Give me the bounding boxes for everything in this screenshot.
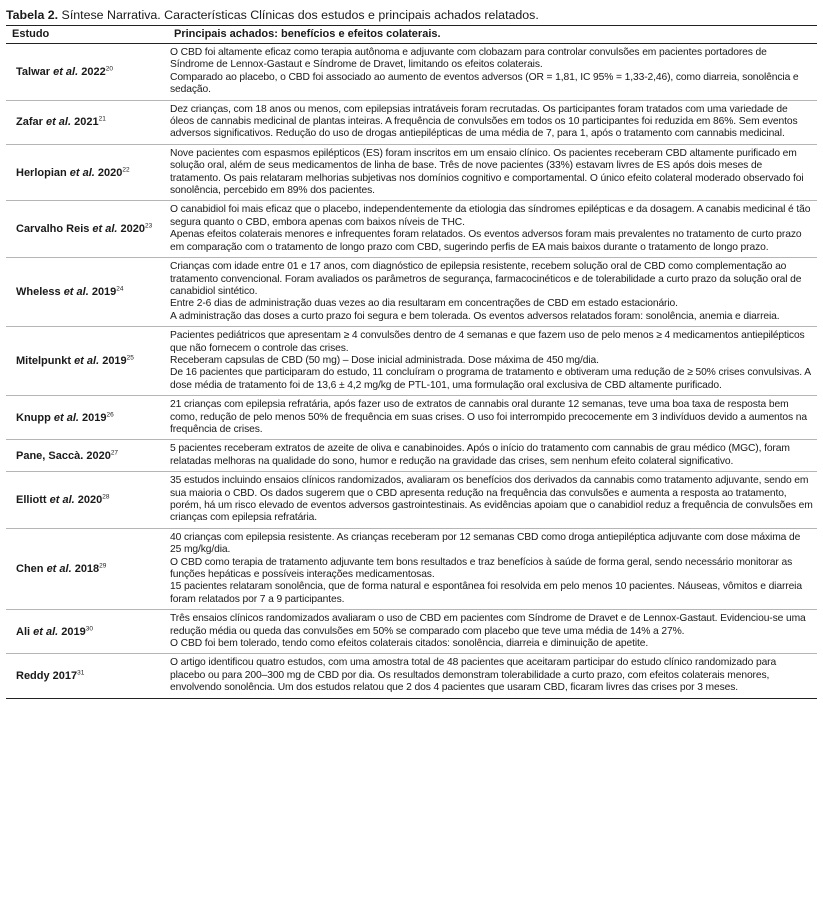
findings-cell	[168, 654, 817, 698]
table-header-row	[6, 26, 817, 44]
findings-paragraph: Três ensaios clínicos randomizados avaliaram o uso de CBD em pacientes com Síndrome de Dravet e de Lennox-Gastaut. Evidenciou-se uma redução média ou queda das convulsões em 50% se comparado com placebo que teve uma média de 14% a 27%.	[170, 613, 806, 637]
findings-paragraph: Receberam capsulas de CBD (50 mg) – Dose inicial administrada. Dose máxima de 450 mg/dia.	[170, 354, 599, 366]
findings-cell	[168, 528, 817, 609]
table-row	[6, 327, 817, 396]
study-cell	[6, 201, 168, 258]
study-reference: 31	[77, 669, 85, 677]
study-year: 2022	[78, 65, 106, 78]
findings-paragraph: 35 estudos incluindo ensaios clínicos randomizados, avaliaram os benefícios dos derivados da cannabis como tratamento adjuvante, sendo em sua maioria o CBD. Os dados sugerem que o CBD apresenta redução na frequência das convulsões e aumenta a resposta ao tratamento, porém, há um risco elevado de eventos adversos gastrointestinais. As evidências apoiam que o canabidiol reduz a frequência de convulsões em crianças com epilepsia refratária.	[170, 475, 813, 524]
findings-cell	[168, 144, 817, 201]
table-row	[6, 100, 817, 144]
study-reference: 27	[110, 449, 119, 457]
study-author: Talwar	[16, 65, 54, 78]
study-etal: et al.	[74, 355, 100, 368]
findings-paragraph: O CBD foi bem tolerado, tendo como efeitos colaterais citados: sonolência, diarreia e diminuição de apetite.	[170, 638, 649, 650]
study-year: 2019	[58, 625, 86, 638]
study-year: 2020	[74, 494, 103, 506]
table-row	[6, 440, 817, 472]
study-cell	[6, 100, 168, 144]
findings-paragraph: Nove pacientes com espasmos epilépticos (ES) foram inscritos em um ensaio clínico. Os pacientes receberam CBD altamente purificado em solução oral, além de seus medicamentos de linha de base. Três de nove pacientes (33%) estavam livres de ES após dois meses de tratamento. Os pais relataram melhorias subjetivas nos domínios cognitivo e comportamental. O único efeito colateral moderado observado foi sonolência, percebido em 89% dos pacientes.	[170, 147, 804, 197]
study-author: Elliott	[16, 494, 50, 506]
study-cell	[6, 654, 168, 698]
study-etal: et al.	[46, 563, 72, 576]
study-author: Reddy	[16, 670, 50, 683]
findings-paragraph: Pacientes pediátricos que apresentam ≥ 4 convulsões dentro de 4 semanas e que fazem uso de pelo menos ≥ 4 medicamentos antiepilépticos que não fornecem o controle das crises.	[170, 330, 805, 354]
findings-paragraph: Comparado ao placebo, o CBD foi associado ao aumento de eventos adversos (OR = 1,81, IC 95% = 1,33-2,46), como diarreia, sonolência e sedação.	[170, 71, 799, 96]
study-cell	[6, 258, 168, 327]
findings-cell	[168, 472, 817, 529]
findings-paragraph: O canabidiol foi mais eficaz que o placebo, independentemente da etiologia das síndromes epilépticas e da dosagem. A canabis medicinal é tão segura quanto o CBD, embora apenas com baixos níveis de THC.	[170, 204, 811, 228]
study-year: 2019	[99, 355, 127, 368]
study-year: 2019	[78, 411, 107, 424]
findings-paragraph: O CBD foi altamente eficaz como terapia autônoma e adjuvante com clobazam para controlar convulsões em pacientes portadores de Síndrome de Lennox-Gastaut e Síndrome de Dravet, limitando os efeitos colaterais.	[170, 47, 767, 71]
header-findings: Principais achados: benefícios e efeitos colaterais.	[168, 26, 817, 44]
study-author: Wheless	[16, 286, 64, 299]
document-page	[6, 0, 817, 699]
table-row	[6, 528, 817, 609]
study-author: Pane, Saccà.	[16, 449, 84, 462]
study-cell	[6, 528, 168, 609]
table-row	[6, 201, 817, 258]
table-caption	[6, 8, 817, 22]
study-year: 2020	[117, 223, 146, 236]
table-body	[6, 44, 817, 699]
study-year: 2020	[83, 449, 111, 462]
findings-cell	[168, 258, 817, 327]
table-row	[6, 396, 817, 440]
study-etal: et al.	[33, 625, 59, 638]
study-author: Chen	[16, 563, 47, 576]
findings-paragraph: De 16 pacientes que participaram do estudo, 11 concluíram o programa de tratamento e obtiveram uma redução de ≥ 50% crises convulsivas. A dose média de tratamento foi de 13,6 ± 4,2 mg/kg de PTL-101, uma formulação oral exclusiva de CBD altamente purificado.	[170, 367, 811, 391]
findings-paragraph: 21 crianças com epilepsia refratária, após fazer uso de extratos de cannabis oral durante 12 semanas, teve uma boa taxa de resposta bem como, redução de pelo menos 50% de frequência em suas crises. O uso foi interrompido precocemente em 3 indivíduos devido a aumentos na frequência de crises.	[170, 399, 807, 435]
study-cell	[6, 327, 168, 396]
table-row	[6, 144, 817, 201]
findings-cell	[168, 610, 817, 654]
findings-paragraph: Crianças com idade entre 01 e 17 anos, com diagnóstico de epilepsia resistente, recebem solução oral de CBD como complementação ao tratamento convencional. Foram avaliados os parâmetros de segurança, farmacocinéticos e de tolerabilidade a curto prazo da solução oral de canabidiol sintético.	[170, 261, 802, 297]
study-author: Herlopian	[16, 166, 70, 179]
table-row	[6, 44, 817, 101]
study-year: 2017	[49, 670, 78, 683]
study-reference: 26	[106, 411, 114, 419]
study-reference: 22	[122, 166, 130, 173]
study-author: Carvalho Reis	[16, 223, 93, 236]
findings-paragraph: 5 pacientes receberam extratos de azeite de oliva e canabinoides. Após o início do tratamento com cannabis de grau médico (MGC), foram relatadas melhoras na qualidade do sono, humor e redução na gravidade das crises, sem nenhum efeito colateral significativo.	[170, 443, 790, 467]
findings-cell	[168, 327, 817, 396]
findings-paragraph: 40 crianças com epilepsia resistente. As crianças receberam por 12 semanas CBD como droga antiepiléptica adjuvante com dose máxima de 25 mg/kg/dia.	[170, 531, 801, 556]
study-etal: et al.	[69, 166, 95, 179]
table-row	[6, 654, 817, 698]
table-row	[6, 472, 817, 529]
synthesis-table	[6, 25, 817, 699]
findings-cell	[168, 396, 817, 440]
findings-paragraph: O artigo identificou quatro estudos, com uma amostra total de 48 pacientes que aceitaram participar do estudo clínico randomizado para placebo ou para 200–300 mg de CBD por dia. Os resultados demonstram tolerabilidade a curto prazo, com efeitos colaterais menores, envolvendo sonolência. Um dos estudos relatou que 2 dos 4 pacientes que usaram CBD, ficaram livres das crises por 3 meses.	[170, 657, 777, 694]
study-author: Ali	[16, 625, 34, 638]
study-reference: 21	[98, 115, 106, 123]
study-cell	[6, 440, 168, 472]
study-reference: 24	[116, 285, 124, 293]
findings-cell	[168, 201, 817, 258]
findings-paragraph: A administração das doses a curto prazo foi segura e bem tolerada. Os eventos adversos relatados foram: sonolência, anemia e diarreia.	[170, 310, 780, 322]
study-etal: et al.	[53, 411, 79, 424]
study-etal: et al.	[49, 494, 75, 506]
study-author: Zafar	[16, 116, 46, 129]
table-row	[6, 610, 817, 654]
study-cell	[6, 396, 168, 440]
study-reference: 20	[105, 65, 113, 73]
study-etal: et al.	[45, 116, 72, 129]
findings-cell	[168, 44, 817, 101]
findings-paragraph: O CBD como terapia de tratamento adjuvante tem bons resultados e traz benefícios à saúde de forma geral, sendo necessário monitorar as funções hepáticas e possíveis interações medicamentosas.	[170, 556, 793, 581]
findings-paragraph: Entre 2-6 dias de administração duas vezes ao dia resultaram em concentrações de CBD em estado estacionário.	[170, 298, 678, 310]
study-cell	[6, 44, 168, 101]
findings-cell	[168, 440, 817, 472]
study-year: 2021	[71, 116, 99, 129]
study-cell	[6, 610, 168, 654]
findings-paragraph: 15 pacientes relataram sonolência, que de forma natural e espontânea foi resolvida em pelo menos 10 pacientes. Náuseas, vômitos e diarreia foram relatados por 7 a 9 participantes.	[170, 581, 802, 605]
study-reference: 29	[99, 562, 107, 570]
study-reference: 28	[102, 493, 110, 501]
study-cell	[6, 144, 168, 201]
study-reference: 23	[145, 222, 153, 230]
table-row	[6, 258, 817, 327]
study-cell	[6, 472, 168, 529]
study-year: 2020	[94, 166, 123, 179]
study-author: Mitelpunkt	[16, 355, 75, 368]
findings-paragraph: Apenas efeitos colaterais menores e infrequentes foram relatados. Os eventos adversos foram mais prevalentes no tratamento de curto prazo em comparação com o tratamento de longo prazo com CBD, sugerindo perfis de EA mais baixos durante o tratamento de longo prazo.	[170, 229, 802, 253]
header-study: Estudo	[6, 26, 168, 44]
study-etal: et al.	[53, 65, 79, 78]
study-year: 2018	[71, 563, 100, 576]
study-author: Knupp	[16, 411, 54, 424]
findings-paragraph: Dez crianças, com 18 anos ou menos, com epilepsias intratáveis foram recrutadas. Os participantes foram tratados com uma variedade de óleos de cannabis medicinal de plantas inteiras. A frequência de convulsões em todos os 10 participantes foi reduzida em 86%. Sem eventos adversos significativos. Redução do uso de drogas antiepilépticas de uma média de 7, para 1, após o tratamento com cannabis medicinal.	[170, 103, 798, 140]
study-reference: 25	[126, 354, 134, 362]
study-etal: et al.	[63, 286, 89, 299]
study-etal: et al.	[92, 223, 118, 236]
findings-cell	[168, 100, 817, 144]
study-reference: 30	[85, 625, 93, 633]
table-caption-label: Tabela 2.	[6, 8, 59, 22]
study-year: 2019	[88, 286, 117, 299]
table-caption-text: Síntese Narrativa. Características Clínicas dos estudos e principais achados relatados.	[58, 8, 539, 22]
